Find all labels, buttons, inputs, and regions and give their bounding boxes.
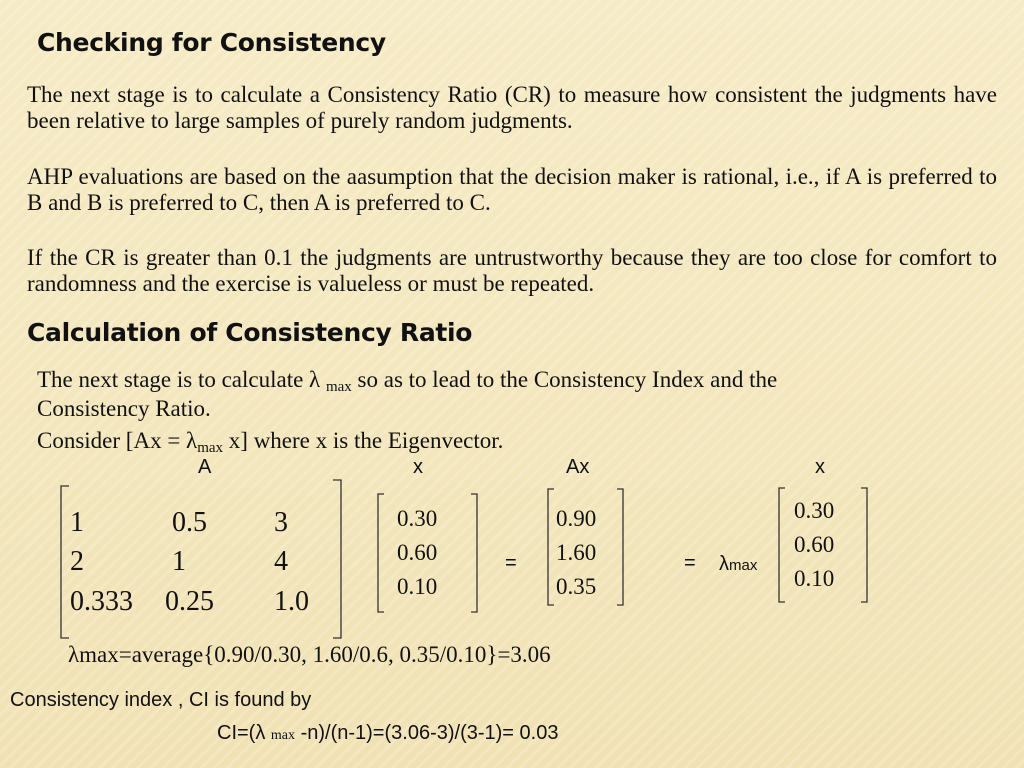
matrix-cell: 1.0: [274, 586, 309, 617]
lambda-symbol: λ: [719, 553, 729, 575]
paragraph-cr-threshold: If the CR is greater than 0.1 the judgments are untrustworthy because they are too close for comfort to randomness and the exercise is valueless or must be repeated.: [27, 245, 997, 296]
matrix-cell: 4: [274, 546, 288, 577]
vector-Ax-right-bracket: [614, 487, 626, 607]
vector-Ax-cell: 0.35: [556, 574, 597, 599]
vector-x2-left-bracket: [776, 486, 788, 604]
matrix-cell: 0.25: [165, 586, 214, 617]
label-vector-x-2: x: [815, 456, 825, 478]
label-matrix-A: A: [198, 456, 212, 478]
vector-Ax-cell: 0.90: [556, 506, 597, 531]
matrix-cell: 0.333: [70, 586, 133, 617]
label-vector-Ax: Ax: [566, 456, 590, 478]
ci-formula-sub: max: [270, 728, 296, 743]
vector-x2-cell: 0.60: [794, 532, 835, 557]
matrix-cell: 0.5: [172, 507, 207, 538]
section-heading-checking: Checking for Consistency: [37, 28, 386, 57]
calc-line-2: Consistency Ratio.: [37, 396, 211, 421]
matrix-cell: 2: [70, 546, 84, 577]
vector-x2-right-bracket: [858, 486, 870, 604]
calc-line-1-pre: The next stage is to calculate λ: [37, 367, 321, 392]
calc-line-3-post: x] where x is the Eigenvector.: [228, 428, 504, 453]
vector-x-cell: 0.30: [397, 506, 438, 531]
ci-intro: Consistency index , CI is found by: [10, 689, 312, 711]
matrix-cell: 3: [274, 507, 288, 538]
vector-x2-cell: 0.30: [794, 498, 835, 523]
vector-Ax-cell: 1.60: [556, 540, 597, 565]
equals-sign: =: [684, 552, 696, 574]
vector-x-right-bracket: [468, 492, 480, 614]
ci-formula-post: -n)/(n-1)=(3.06-3)/(3-1)= 0.03: [300, 722, 559, 744]
lambda-subscript: max: [729, 557, 758, 574]
lambda-max-formula: λmax=average{0.90/0.30, 1.60/0.6, 0.35/0.10}=3.06: [68, 642, 551, 667]
label-vector-x: x: [413, 456, 423, 478]
paragraph-cr-intro: The next stage is to calculate a Consistency Ratio (CR) to measure how consistent the judgments have been relative to large samples of purely random judgments.: [27, 82, 997, 133]
vector-x2-cell: 0.10: [794, 566, 835, 591]
paragraph-ahp-rational: AHP evaluations are based on the aasumption that the decision maker is rational, i.e., if A is preferred to B and B is preferred to C, then A is preferred to C.: [27, 164, 997, 215]
vector-x-cell: 0.10: [397, 574, 438, 599]
ci-formula-pre: CI=(λ: [217, 722, 266, 744]
vector-x-cell: 0.60: [397, 540, 438, 565]
matrix-cell: 1: [70, 507, 84, 538]
equals-sign: =: [505, 552, 517, 574]
vector-x-left-bracket: [375, 492, 387, 614]
lambda-max-symbol: [719, 553, 757, 576]
matrix-cell: 1: [172, 546, 186, 577]
matrix-A-right-bracket: [330, 478, 344, 640]
calc-line-1-post: so as to lead to the Consistency Index and the: [357, 367, 778, 392]
section-heading-calculation: Calculation of Consistency Ratio: [27, 318, 473, 347]
calc-line-1-sub: max: [325, 379, 352, 395]
calc-line-3: [37, 428, 503, 461]
calc-line-3-pre: Consider [Ax = λ: [37, 428, 198, 453]
calc-line-3-sub: max: [197, 440, 224, 456]
ci-formula: [217, 722, 558, 745]
